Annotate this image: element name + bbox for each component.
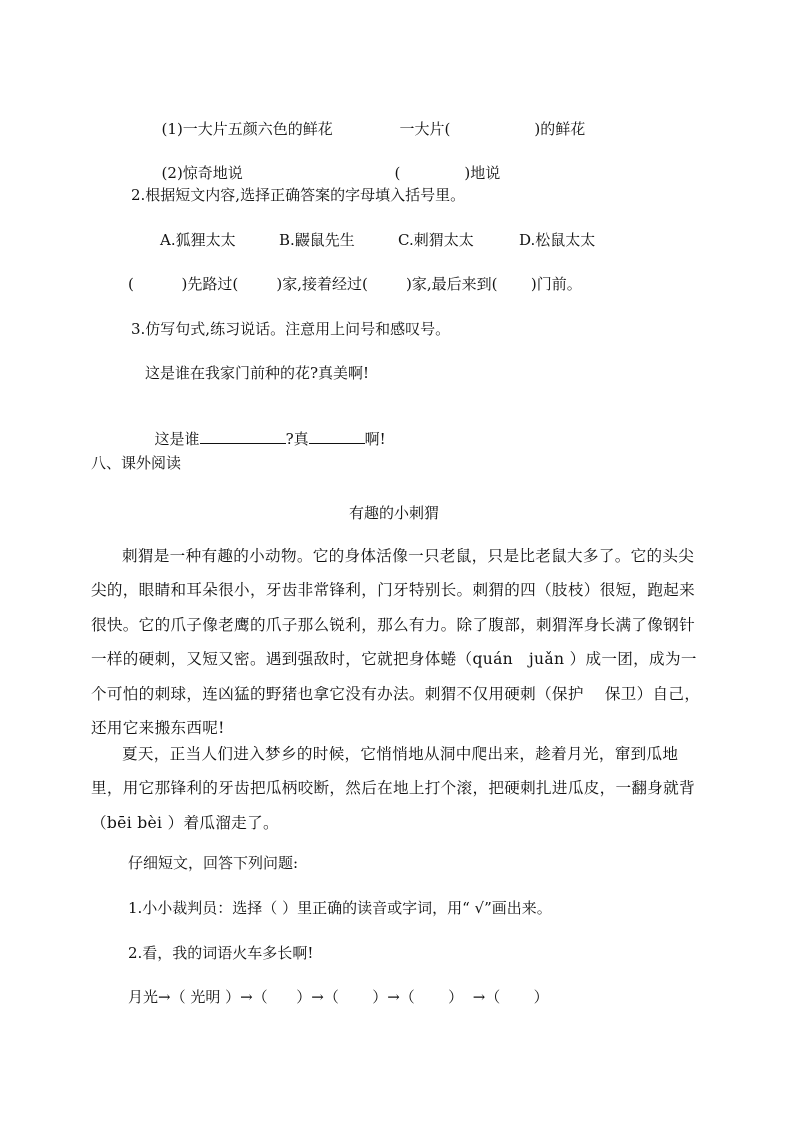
word-train: 月光→（ 光明 ）→（ ）→（ ）→（ ） →（ ） <box>128 988 549 1006</box>
sub-question-1: 1.小小裁判员：选择（ ）里正确的读音或字词，用“ √”画出来。 <box>128 899 552 917</box>
article-paragraph-2: 夏天，正当人们进入梦乡的时候，它悄悄地从洞中爬出来，趁着月光，窜到瓜地里，用它那锋利的牙齿把瓜柄咬断，然后在地上打个滚，把硬刺扎进瓜皮，一翻身就背（bēi bèi ）着瓜溜走了。 <box>91 745 695 832</box>
q1-item1-text: (1)一大片五颜六色的鲜花 <box>161 120 333 138</box>
section8-heading: 八、课外阅读 <box>91 454 182 472</box>
q1-item1-prefix: 一大片( <box>399 120 451 138</box>
q3-pattern-start: 这是谁 <box>154 430 200 448</box>
q3-pattern-end: 啊! <box>364 430 386 448</box>
q3-pattern <box>145 406 386 450</box>
q3-pattern-mid: ?真 <box>285 430 309 448</box>
article-paragraph-1: 刺猬是一种有趣的小动物。它的身体活像一只老鼠，只是比老鼠大多了。它的头尖尖的，眼睛和耳朵很小，牙齿非常锋利，门牙特别长。刺猬的四（肢枝）很短，跑起来很快。它的爪子像老鹰的爪子那么锐利，那么有力。除了腹部，刺猬浑身长满了像钢针一样的硬刺，又短又密。遇到强敌时，它就把身体蜷（quán juǎn ）成一团，成为一个可怕的刺球，连凶猛的野猪也拿它没有办法。刺猬不仅用硬刺（保护 保卫）自己，还用它来搬东西呢! <box>91 547 701 738</box>
q2-title: 2.根据短文内容,选择正确答案的字母填入括号里。 <box>131 186 466 204</box>
q1-item2-answer <box>385 140 500 184</box>
q2-option-c: C.刺猬太太 <box>398 231 474 249</box>
q1-item1-suffix: )的鲜花 <box>534 120 586 138</box>
article-title: 有趣的小刺猬 <box>349 504 440 522</box>
q1-item2-open: ( <box>394 164 401 182</box>
q3-example: 这是谁在我家门前种的花?真美啊! <box>145 364 370 382</box>
instruction: 仔细短文，回答下列问题: <box>128 854 299 872</box>
q1-item2-suffix: )地说 <box>464 164 501 182</box>
q1-item1-answer <box>390 96 585 140</box>
q1-item2-text: (2)惊奇地说 <box>161 164 243 182</box>
q2-option-d: D.松鼠太太 <box>519 231 596 249</box>
sub-question-2: 2.看，我的词语火车多长啊! <box>128 944 314 962</box>
q3-blank-1[interactable] <box>200 429 286 444</box>
q2-fill-line: ( )先路过( )家,接着经过( )家,最后来到( )门前。 <box>128 275 582 293</box>
q1-item2 <box>152 140 243 184</box>
q2-option-b: B.鼹鼠先生 <box>279 231 355 249</box>
q1-item1 <box>152 96 333 140</box>
q3-title: 3.仿写句式,练习说话。注意用上问号和感叹号。 <box>131 320 451 338</box>
q3-blank-2[interactable] <box>309 429 365 444</box>
q2-option-a: A.狐狸太太 <box>160 231 236 249</box>
